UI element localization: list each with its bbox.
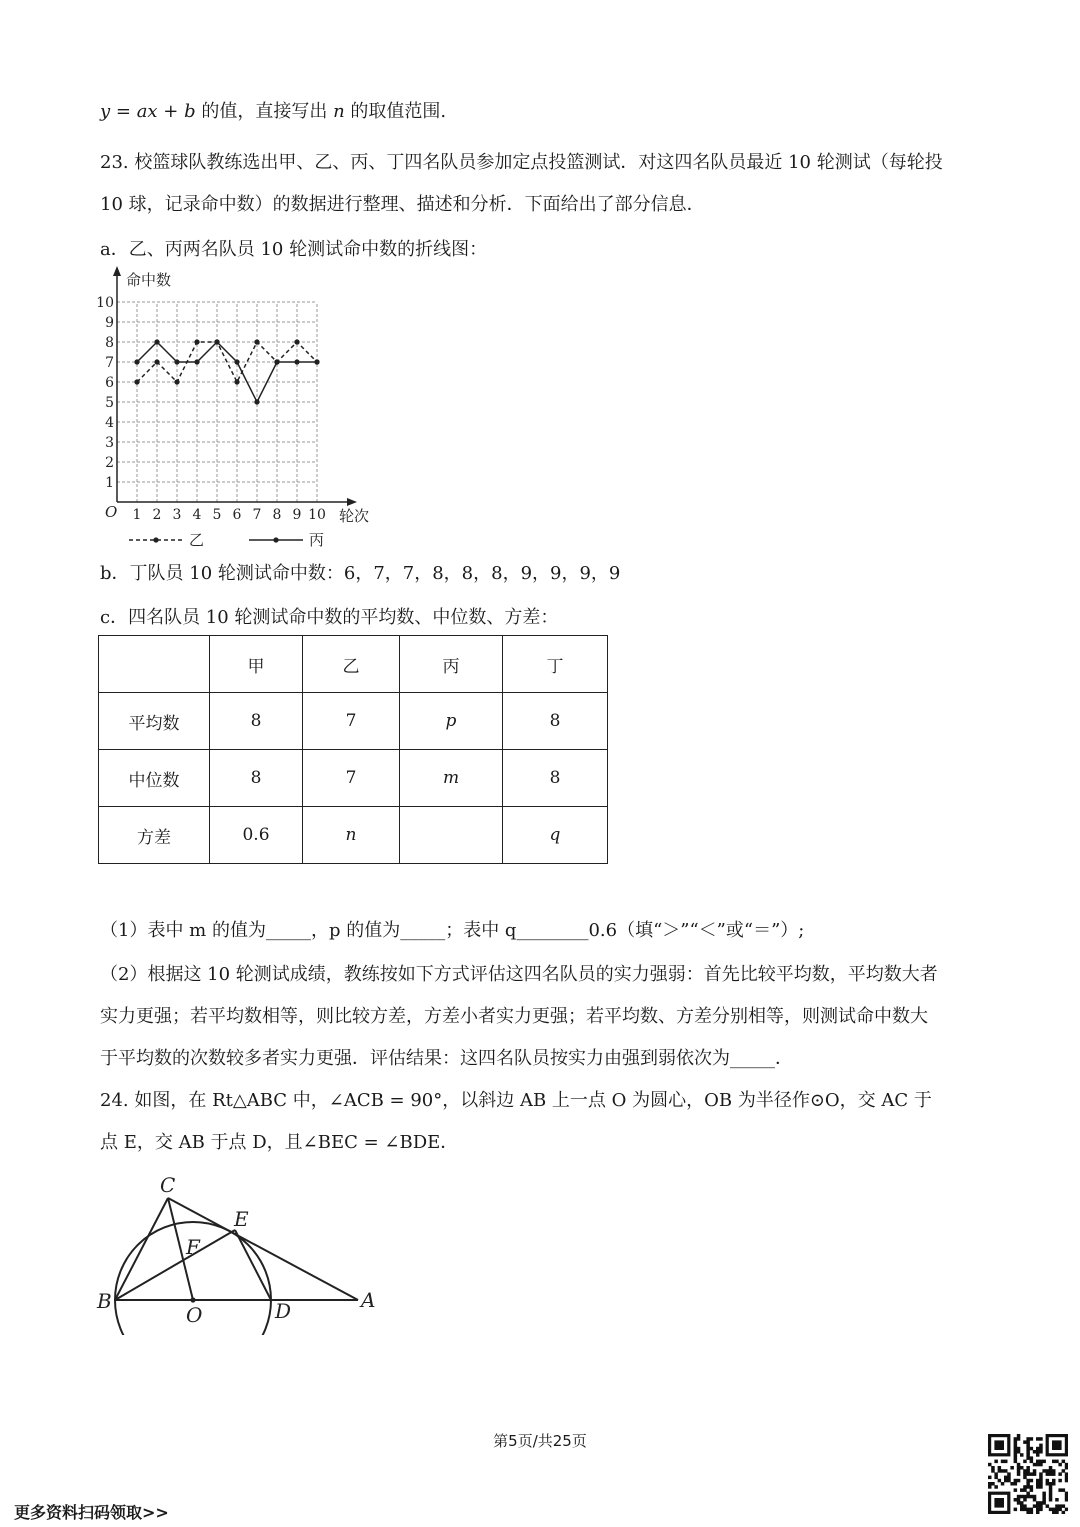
x-axis-arrow — [347, 498, 357, 506]
table-cell: q — [503, 807, 608, 864]
data-point — [134, 379, 139, 384]
y-tick-label: 1 — [105, 475, 114, 491]
x-tick-label: 1 — [132, 507, 142, 523]
q23-part-c: c．四名队员 10 轮测试命中数的平均数、中位数、方差： — [100, 607, 559, 628]
legend-marker — [273, 537, 278, 542]
table-cell: 7 — [303, 693, 400, 750]
table-cell: n — [303, 807, 400, 864]
label-c: C — [160, 1173, 176, 1197]
data-point — [194, 359, 199, 364]
label-f: F — [186, 1235, 200, 1259]
q23-intro-line2: 10 球，记录命中数）的数据进行整理、描述和分析．下面给出了部分信息． — [100, 194, 705, 215]
data-point — [154, 359, 159, 364]
label-o: O — [186, 1303, 203, 1327]
x-tick-label: 10 — [308, 507, 326, 523]
page-number: 第5页/共25页 — [493, 1432, 587, 1450]
origin-label: O — [105, 503, 118, 521]
q24-line1: 24. 如图，在 Rt△ABC 中，∠ACB = 90°，以斜边 AB 上一点 O 为圆心，OB 为半径作⊙O，交 AC 于 — [100, 1090, 932, 1111]
center-point — [190, 1297, 195, 1302]
q23-intro-line1: 23. 校篮球队教练选出甲、乙、丙、丁四名队员参加定点投篮测试．对这四名队员最近 10 轮测试（每轮投 — [100, 152, 943, 173]
table-cell: 0.6 — [210, 807, 303, 864]
data-point — [234, 359, 239, 364]
q24-line2: 点 E，交 AB 于点 D，且∠BEC = ∠BDE． — [100, 1132, 459, 1153]
y-tick-label: 8 — [105, 335, 114, 351]
data-point — [314, 359, 319, 364]
data-point — [194, 339, 199, 344]
q23-sub2-line1: （2）根据这 10 轮测试成绩，教练按如下方式评估这四名队员的实力强弱：首先比较平均数，平均数大者 — [100, 964, 938, 985]
table-cell — [99, 636, 210, 693]
table-cell: 8 — [210, 750, 303, 807]
table-cell: p — [400, 693, 503, 750]
table-cell: 中位数 — [99, 750, 210, 807]
x-tick-label: 6 — [232, 507, 242, 523]
data-point — [174, 359, 179, 364]
y-tick-label: 3 — [105, 435, 114, 451]
q23-part-a: a．乙、丙两名队员 10 轮测试命中数的折线图： — [100, 239, 488, 260]
more-resources-link[interactable]: 更多资料扫码领取>> — [14, 1503, 169, 1522]
series-line-2 — [137, 342, 317, 402]
stats-table — [98, 635, 608, 864]
x-tick-label: 2 — [152, 507, 162, 523]
table-cell: 8 — [503, 693, 608, 750]
label-a: A — [361, 1288, 376, 1312]
geometry-figure — [90, 1170, 390, 1335]
y-tick-label: 7 — [105, 355, 114, 371]
label-d: D — [275, 1299, 292, 1323]
previous-question-tail — [100, 100, 446, 124]
x-tick-label: 3 — [172, 507, 182, 523]
y-tick-label: 10 — [96, 295, 114, 311]
x-tick-label: 8 — [272, 507, 282, 523]
y-tick-label: 4 — [105, 415, 114, 431]
table-cell — [400, 807, 503, 864]
formula: y = ax + b — [100, 101, 196, 122]
x-tick-label: 9 — [292, 507, 302, 523]
table-cell: 方差 — [99, 807, 210, 864]
table-header-row — [99, 636, 608, 693]
table-cell: 乙 — [303, 636, 400, 693]
legend-label: 丙 — [309, 531, 325, 549]
data-point — [234, 379, 239, 384]
legend-marker — [153, 537, 158, 542]
table-cell: 丁 — [503, 636, 608, 693]
data-point — [274, 359, 279, 364]
data-point — [254, 399, 259, 404]
x-tick-label: 7 — [252, 507, 262, 523]
table-cell: 8 — [503, 750, 608, 807]
data-point — [214, 339, 219, 344]
y-axis-label: 命中数 — [126, 271, 172, 289]
tail-text: 的值，直接写出 — [201, 101, 328, 122]
y-tick-label: 6 — [105, 375, 114, 391]
table-row — [99, 750, 608, 807]
y-tick-label: 9 — [105, 315, 114, 331]
y-tick-label: 2 — [105, 455, 114, 471]
label-e: E — [234, 1207, 249, 1231]
tail-text-2: 的取值范围. — [350, 101, 447, 122]
table-cell: 丙 — [400, 636, 503, 693]
q23-sub2-line3: 于平均数的次数较多者实力更强．评估结果：这四名队员按实力由强到弱依次为_____． — [100, 1048, 793, 1069]
data-point — [254, 339, 259, 344]
var-n: n — [333, 101, 345, 122]
data-point — [134, 359, 139, 364]
x-tick-label: 4 — [192, 507, 202, 523]
table-cell: 7 — [303, 750, 400, 807]
q23-sub1: （1）表中 m 的值为_____，p 的值为_____；表中 q________0.6（填“＞”“＜”或“＝”）; — [100, 920, 805, 941]
x-axis-label: 轮次 — [339, 507, 370, 525]
data-point — [174, 379, 179, 384]
x-tick-label: 5 — [212, 507, 222, 523]
y-tick-label: 5 — [105, 395, 114, 411]
data-point — [154, 339, 159, 344]
q23-part-b: b．丁队员 10 轮测试命中数：6，7，7，8，8，8，9，9，9，9 — [100, 563, 621, 584]
table-cell: 甲 — [210, 636, 303, 693]
line-chart — [95, 262, 395, 557]
table-cell: 8 — [210, 693, 303, 750]
data-point — [294, 339, 299, 344]
legend-label: 乙 — [189, 531, 205, 549]
label-b: B — [97, 1289, 112, 1313]
segment-ed — [235, 1230, 271, 1300]
qr-code-icon[interactable] — [988, 1434, 1068, 1514]
table-row — [99, 693, 608, 750]
y-axis-arrow — [113, 266, 121, 276]
q23-sub2-line2: 实力更强；若平均数相等，则比较方差，方差小者实力更强；若平均数、方差分别相等，则测试命中数大 — [100, 1006, 928, 1027]
table-row — [99, 807, 608, 864]
table-cell: 平均数 — [99, 693, 210, 750]
table-cell: m — [400, 750, 503, 807]
data-point — [294, 359, 299, 364]
